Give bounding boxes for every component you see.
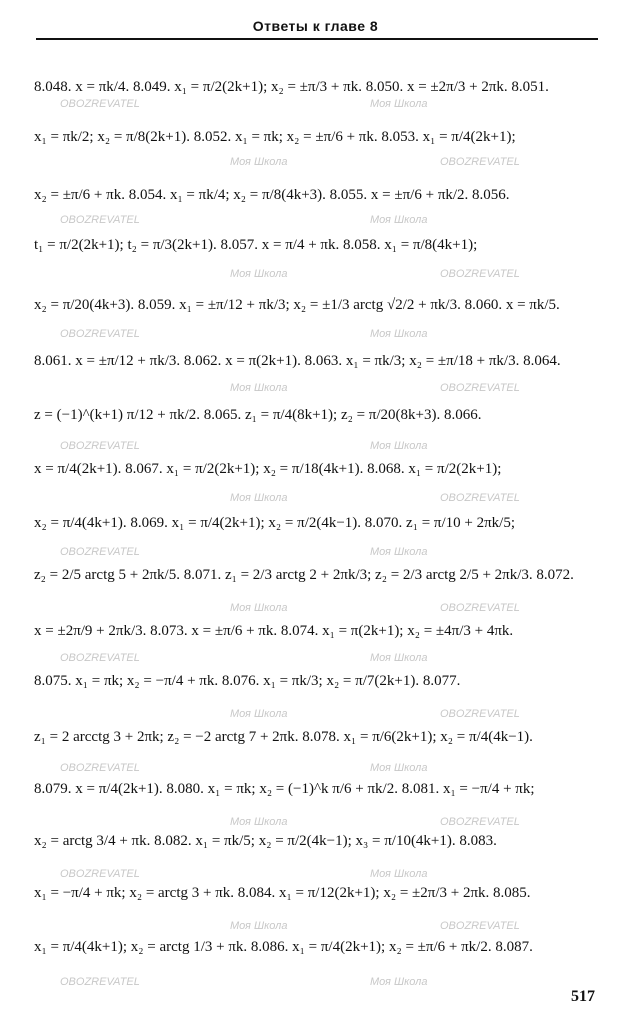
header-rule — [36, 38, 598, 40]
watermark-obozrevatel: OBOZREVATEL — [60, 868, 140, 880]
watermark-moya-shkola: Моя Школа — [370, 98, 428, 110]
watermark-obozrevatel: OBOZREVATEL — [440, 602, 520, 614]
watermark-obozrevatel: OBOZREVATEL — [440, 268, 520, 280]
watermark-moya-shkola: Моя Школа — [230, 268, 288, 280]
answer-line: x = π/4(2k+1). 8.067. x₁ = π/2(2k+1); x₂ = π/18(4k+1). 8.068. x₁ = π/2(2k+1); — [34, 461, 502, 477]
watermark-moya-shkola: Моя Школа — [230, 602, 288, 614]
answer-line: z₂ = 2/5 arctg 5 + 2πk/5. 8.071. z₁ = 2/3 arctg 2 + 2πk/3; z₂ = 2/3 arctg 2/5 + 2πk/3. 8.072. — [34, 567, 574, 583]
watermark-moya-shkola: Моя Школа — [230, 816, 288, 828]
watermark-obozrevatel: OBOZREVATEL — [60, 976, 140, 988]
watermark-obozrevatel: OBOZREVATEL — [60, 98, 140, 110]
answer-line: 8.075. x₁ = πk; x₂ = −π/4 + πk. 8.076. x₁ = πk/3; x₂ = π/7(2k+1). 8.077. — [34, 673, 461, 689]
watermark-obozrevatel: OBOZREVATEL — [440, 492, 520, 504]
watermark-moya-shkola: Моя Школа — [230, 708, 288, 720]
answer-line: x = ±2π/9 + 2πk/3. 8.073. x = ±π/6 + πk. 8.074. x₁ = π(2k+1); x₂ = ±4π/3 + 4πk. — [34, 623, 514, 639]
answer-line: x₁ = π/4(4k+1); x₂ = arctg 1/3 + πk. 8.086. x₁ = π/4(2k+1); x₂ = ±π/6 + πk/2. 8.087. — [34, 939, 533, 955]
watermark-obozrevatel: OBOZREVATEL — [60, 652, 140, 664]
answer-line: x₁ = πk/2; x₂ = π/8(2k+1). 8.052. x₁ = πk; x₂ = ±π/6 + πk. 8.053. x₁ = π/4(2k+1); — [34, 129, 516, 145]
watermark-obozrevatel: OBOZREVATEL — [60, 440, 140, 452]
page-header: Ответы к главе 8 — [252, 18, 379, 34]
answer-line: x₂ = π/20(4k+3). 8.059. x₁ = ±π/12 + πk/3; x₂ = ±1/3 arctg √2/2 + πk/3. 8.060. x = πk/5. — [34, 297, 560, 313]
answer-line: z₁ = 2 arcctg 3 + 2πk; z₂ = −2 arctg 7 + 2πk. 8.078. x₁ = π/6(2k+1); x₂ = π/4(4k−1). — [34, 729, 533, 745]
watermark-obozrevatel: OBOZREVATEL — [440, 156, 520, 168]
watermark-moya-shkola: Моя Школа — [370, 214, 428, 226]
watermark-moya-shkola: Моя Школа — [230, 920, 288, 932]
watermark-moya-shkola: Моя Школа — [370, 440, 428, 452]
watermark-obozrevatel: OBOZREVATEL — [60, 214, 140, 226]
watermark-moya-shkola: Моя Школа — [230, 382, 288, 394]
watermark-moya-shkola: Моя Школа — [370, 328, 428, 340]
watermark-moya-shkola: Моя Школа — [230, 156, 288, 168]
answer-line: 8.061. x = ±π/12 + πk/3. 8.062. x = π(2k+1). 8.063. x₁ = πk/3; x₂ = ±π/18 + πk/3. 8.064. — [34, 353, 561, 369]
watermark-moya-shkola: Моя Школа — [370, 868, 428, 880]
watermark-obozrevatel: OBOZREVATEL — [60, 328, 140, 340]
answer-line: x₁ = −π/4 + πk; x₂ = arctg 3 + πk. 8.084. x₁ = π/12(2k+1); x₂ = ±2π/3 + 2πk. 8.085. — [34, 885, 531, 901]
answer-line: 8.079. x = π/4(2k+1). 8.080. x₁ = πk; x₂ = (−1)^k π/6 + πk/2. 8.081. x₁ = −π/4 + πk; — [34, 781, 535, 797]
watermark-obozrevatel: OBOZREVATEL — [440, 382, 520, 394]
answer-line: t₁ = π/2(2k+1); t₂ = π/3(2k+1). 8.057. x = π/4 + πk. 8.058. x₁ = π/8(4k+1); — [34, 237, 478, 253]
answer-line: z = (−1)^(k+1) π/12 + πk/2. 8.065. z₁ = π/4(8k+1); z₂ = π/20(8k+3). 8.066. — [34, 407, 482, 423]
watermark-obozrevatel: OBOZREVATEL — [440, 708, 520, 720]
watermark-moya-shkola: Моя Школа — [370, 762, 428, 774]
watermark-obozrevatel: OBOZREVATEL — [60, 762, 140, 774]
watermark-moya-shkola: Моя Школа — [370, 976, 428, 988]
watermark-moya-shkola: Моя Школа — [370, 546, 428, 558]
watermark-obozrevatel: OBOZREVATEL — [60, 546, 140, 558]
answer-line: x₂ = π/4(4k+1). 8.069. x₁ = π/4(2k+1); x₂ = π/2(4k−1). 8.070. z₁ = π/10 + 2πk/5; — [34, 515, 516, 531]
watermark-obozrevatel: OBOZREVATEL — [440, 816, 520, 828]
watermark-moya-shkola: Моя Школа — [230, 492, 288, 504]
answer-line: x₂ = arctg 3/4 + πk. 8.082. x₁ = πk/5; x₂ = π/2(4k−1); x₃ = π/10(4k+1). 8.083. — [34, 833, 497, 849]
watermark-moya-shkola: Моя Школа — [370, 652, 428, 664]
watermark-obozrevatel: OBOZREVATEL — [440, 920, 520, 932]
answer-line: x₂ = ±π/6 + πk. 8.054. x₁ = πk/4; x₂ = π/8(4k+3). 8.055. x = ±π/6 + πk/2. 8.056. — [34, 187, 510, 203]
page-number: 517 — [571, 988, 595, 1005]
answer-line: 8.048. x = πk/4. 8.049. x₁ = π/2(2k+1); x₂ = ±π/3 + πk. 8.050. x = ±2π/3 + 2πk. 8.051. — [34, 79, 549, 95]
